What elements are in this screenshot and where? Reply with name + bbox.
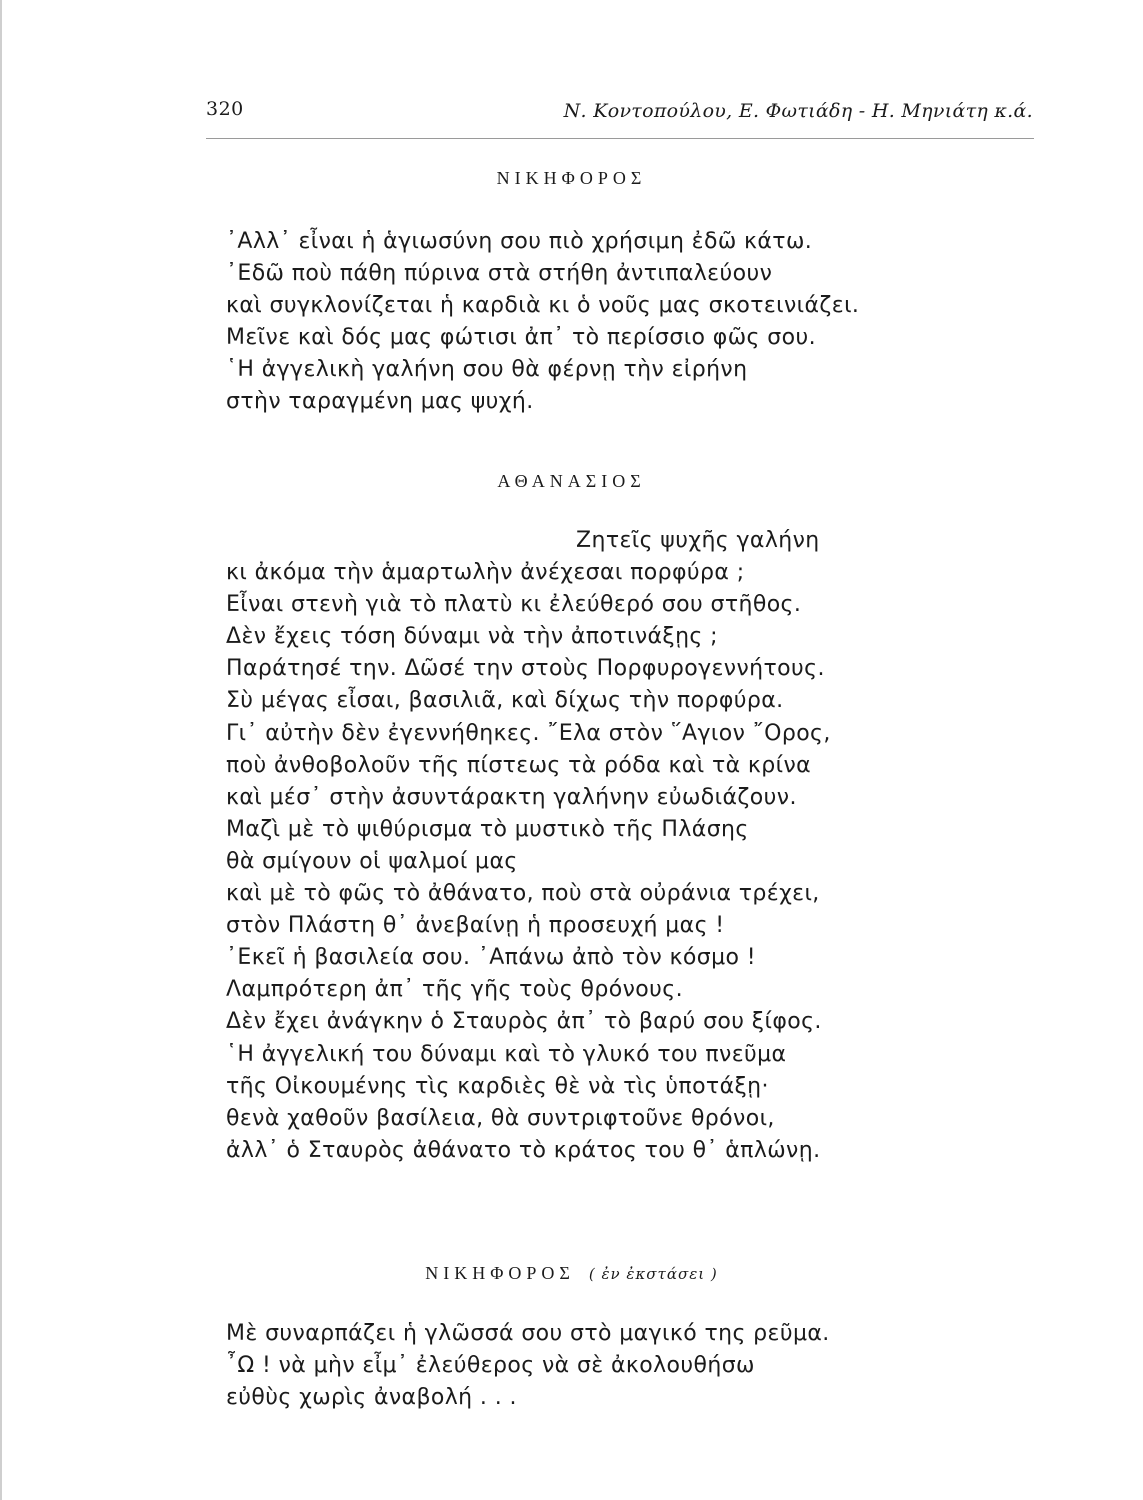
verse-block [226, 226, 966, 419]
verse-line: ῾Η ἀγγελική του δύναμι καὶ τὸ γλυκό του πνεῦμα [226, 1041, 787, 1067]
verse-line: θενὰ χαθοῦν βασίλεια, θὰ συντριφτοῦνε θρόνοι, [226, 1105, 775, 1131]
verse-line: ποὺ ἀνθοβολοῦν τῆς πίστεως τὰ ρόδα καὶ τὰ κρίνα [226, 752, 812, 778]
verse-line: θὰ σμίγουν οἱ ψαλμοί μας [226, 848, 518, 874]
verse-line: ᾿Αλλ᾿ εἶναι ἡ ἁγιωσύνη σου πιὸ χρήσιμη ἐδῶ κάτω. [226, 229, 813, 254]
verse-line: ῏Ω ! νὰ μὴν εἶμ᾿ ἐλεύθερος νὰ σὲ ἀκολουθήσω [226, 1353, 755, 1379]
page-number: 320 [206, 98, 244, 120]
verse-line: ᾿Εδῶ ποὺ πάθη πύρινα στὰ στήθη ἀντιπαλεύουν [226, 261, 773, 287]
verse-block [226, 1318, 966, 1414]
verse-line: εὐθὺς χωρὶς ἀναβολή . . . [226, 1385, 517, 1411]
stage-direction: ( ἐν ἐκστάσει ) [588, 1265, 718, 1283]
speaker-name: ΝΙΚΗΦΟΡΟΣ [425, 1263, 575, 1283]
verse-line: Λαμπρότερη ἀπ᾿ τῆς γῆς τοὺς θρόνους. [226, 977, 683, 1003]
verse-line: Παράτησέ την. Δῶσέ την στοὺς Πορφυρογεννήτους. [226, 656, 825, 682]
verse-line: Δὲν ἔχει ἀνάγκην ὁ Σταυρὸς ἀπ᾿ τὸ βαρύ σου ξίφος. [226, 1009, 822, 1035]
verse-line: στὴν ταραγμένη μας ψυχή. [226, 389, 534, 415]
verse-line: καὶ μὲ τὸ φῶς τὸ ἀθάνατο, ποὺ στὰ οὐράνια τρέχει, [226, 881, 820, 907]
running-head [0, 92, 1143, 132]
verse-line: Γι᾿ αὐτὴν δὲν ἐγεννήθηκες. ῎Ελα στὸν ῞Αγιον ῎Ορος, [226, 720, 831, 746]
verse-line: Δὲν ἔχεις τόση δύναμι νὰ τὴν ἀποτινάξῃς ; [226, 624, 718, 650]
running-head-authors: Ν. Κοντοπούλου, Ε. Φωτιάδη - Η. Μηνιάτη κ.ά. [563, 100, 1033, 122]
verse-line: καὶ συγκλονίζεται ἡ καρδιὰ κι ὁ νοῦς μας σκοτεινιάζει. [226, 293, 860, 319]
verse-line: κι ἀκόμα τὴν ἁμαρτωλὴν ἀνέχεσαι πορφύρα ; [226, 560, 745, 586]
verse-line: Μεῖνε καὶ δός μας φώτισι ἀπ᾿ τὸ περίσσιο φῶς σου. [226, 325, 816, 351]
verse-line: Σὺ μέγας εἶσαι, βασιλιᾶ, καὶ δίχως τὴν πορφύρα. [226, 688, 784, 714]
speaker-heading [0, 471, 1143, 492]
verse-line: στὸν Πλάστη θ᾿ ἀνεβαίνῃ ἡ προσευχή μας ! [226, 913, 725, 939]
verse-line: Μὲ συναρπάζει ἡ γλῶσσά σου στὸ μαγικό της ρεῦμα. [226, 1321, 830, 1346]
verse-line: καὶ μέσ᾿ στὴν ἀσυντάρακτη γαλήνην εὐωδιάζουν. [226, 784, 797, 810]
verse-line: ἀλλ᾿ ὁ Σταυρὸς ἀθάνατο τὸ κράτος του θ᾿ ἁπλώνῃ. [226, 1137, 821, 1163]
speaker-heading [0, 168, 1143, 189]
verse-line: ῾Η ἀγγελικὴ γαλήνη σου θὰ φέρνῃ τὴν εἰρήνη [226, 357, 748, 383]
speaker-heading [0, 1263, 1143, 1284]
speaker-name: ΝΙΚΗΦΟΡΟΣ [496, 168, 647, 188]
verse-line: ᾿Εκεῖ ἡ βασιλεία σου. ᾿Απάνω ἀπὸ τὸν κόσμο ! [226, 945, 756, 971]
verse-block [226, 525, 966, 1167]
verse-line: Μαζὶ μὲ τὸ ψιθύρισμα τὸ μυστικὸ τῆς Πλάσης [226, 816, 749, 842]
verse-line: Ζητεῖς ψυχῆς γαλήνη [576, 528, 820, 553]
speaker-name: ΑΘΑΝΑΣΙΟΣ [497, 471, 646, 491]
header-rule [206, 138, 1034, 139]
verse-line: τῆς Οἰκουμένης τὶς καρδιὲς θὲ νὰ τὶς ὑποτάξῃ· [226, 1073, 769, 1099]
verse-line: Εἶναι στενὴ γιὰ τὸ πλατὺ κι ἐλεύθερό σου στῆθος. [226, 592, 802, 618]
